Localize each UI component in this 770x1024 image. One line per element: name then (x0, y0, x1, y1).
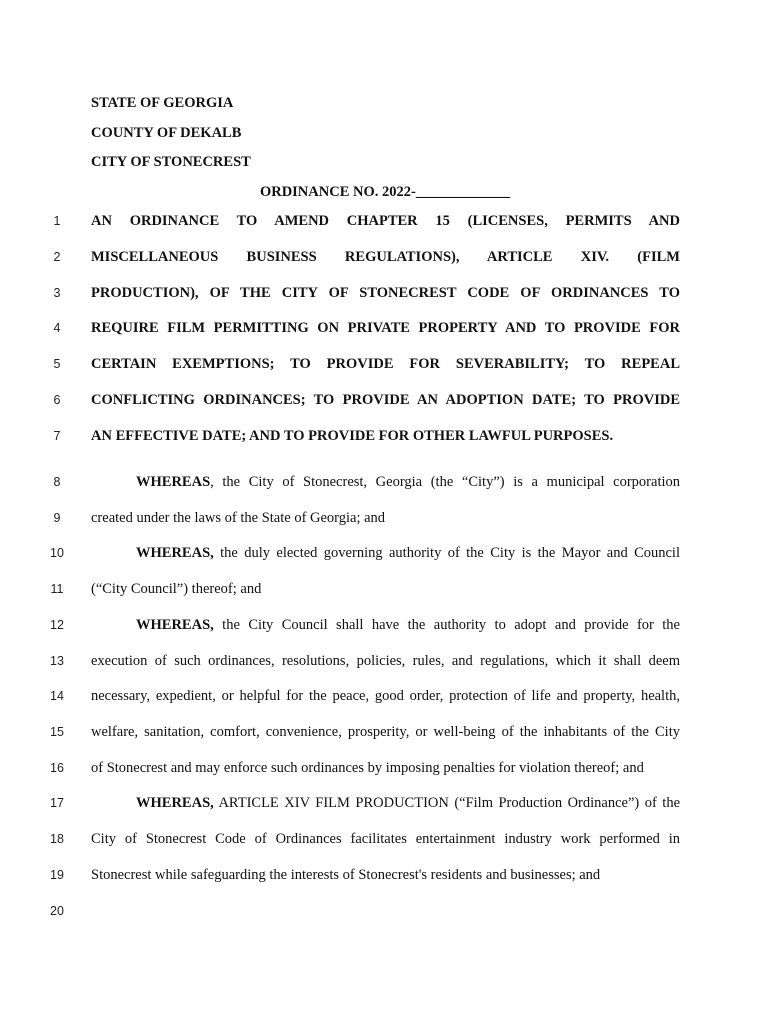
whereas-lead: WHEREAS (136, 474, 211, 490)
line-number: 4 (53, 321, 61, 335)
line-number: 6 (53, 393, 61, 407)
line-number: 18 (50, 832, 64, 846)
header-state: STATE OF GEORGIA (91, 95, 234, 111)
body-line: Stonecrest while safeguarding the interests of Stonecrest's residents and businesses; and (91, 867, 601, 883)
body-text: , the City of Stonecrest, Georgia (the “City”) is a municipal corporation (210, 474, 680, 490)
line-number: 17 (50, 796, 64, 810)
line-number: 20 (50, 904, 64, 918)
title-line: AN ORDINANCE TO AMEND CHAPTER 15 (LICENSES, PERMITS AND (91, 213, 680, 229)
line-number: 11 (50, 582, 64, 596)
title-line: REQUIRE FILM PERMITTING ON PRIVATE PROPERTY AND TO PROVIDE FOR (91, 320, 680, 336)
title-line: CERTAIN EXEMPTIONS; TO PROVIDE FOR SEVERABILITY; TO REPEAL (91, 356, 680, 372)
line-number: 16 (50, 761, 64, 775)
line-number: 9 (53, 511, 61, 525)
body-line: created under the laws of the State of Georgia; and (91, 510, 386, 526)
body-text: the duly elected governing authority of the City is the Mayor and Council (213, 545, 680, 561)
body-line (91, 473, 680, 491)
line-number: 10 (50, 546, 64, 560)
body-line: welfare, sanitation, comfort, convenience, prosperity, or well-being of the inhabitants of the City (91, 724, 680, 740)
line-number: 2 (53, 250, 61, 264)
line-number: 14 (50, 689, 64, 703)
whereas-lead: WHEREAS, (136, 795, 214, 811)
line-number: 19 (50, 868, 64, 882)
line-number: 5 (53, 357, 61, 371)
header-county: COUNTY OF DEKALB (91, 125, 242, 141)
title-line: PRODUCTION), OF THE CITY OF STONECREST CODE OF ORDINANCES TO (91, 285, 680, 301)
body-line: necessary, expedient, or helpful for the peace, good order, protection of life and property, health, (91, 688, 680, 704)
body-line (91, 794, 680, 812)
body-text: ARTICLE XIV FILM PRODUCTION (“Film Production Ordinance”) of the (213, 795, 680, 811)
line-number: 12 (50, 618, 64, 632)
line-number: 13 (50, 654, 64, 668)
whereas-lead: WHEREAS, (136, 545, 214, 561)
body-line: of Stonecrest and may enforce such ordinances by imposing penalties for violation thereof; and (91, 760, 644, 776)
body-text: the City Council shall have the authority to adopt and provide for the (213, 617, 680, 633)
whereas-lead: WHEREAS, (136, 617, 214, 633)
line-number: 7 (53, 429, 61, 443)
line-number: 8 (53, 475, 61, 489)
body-line (91, 544, 680, 562)
ordinance-number: ORDINANCE NO. 2022-_____________ (259, 184, 511, 200)
body-line: execution of such ordinances, resolutions, policies, rules, and regulations, which it shall deem (91, 653, 680, 669)
header-city: CITY OF STONECREST (91, 154, 251, 170)
line-number: 1 (53, 214, 61, 228)
body-line: (“City Council”) thereof; and (91, 581, 262, 597)
title-line: CONFLICTING ORDINANCES; TO PROVIDE AN ADOPTION DATE; TO PROVIDE (91, 392, 680, 408)
title-line: MISCELLANEOUS BUSINESS REGULATIONS), ARTICLE XIV. (FILM (91, 249, 680, 265)
body-line (91, 616, 680, 634)
body-line: City of Stonecrest Code of Ordinances facilitates entertainment industry work performed in (91, 831, 680, 847)
line-number: 3 (53, 286, 61, 300)
line-number: 15 (50, 725, 64, 739)
title-line: AN EFFECTIVE DATE; AND TO PROVIDE FOR OTHER LAWFUL PURPOSES. (91, 428, 614, 444)
